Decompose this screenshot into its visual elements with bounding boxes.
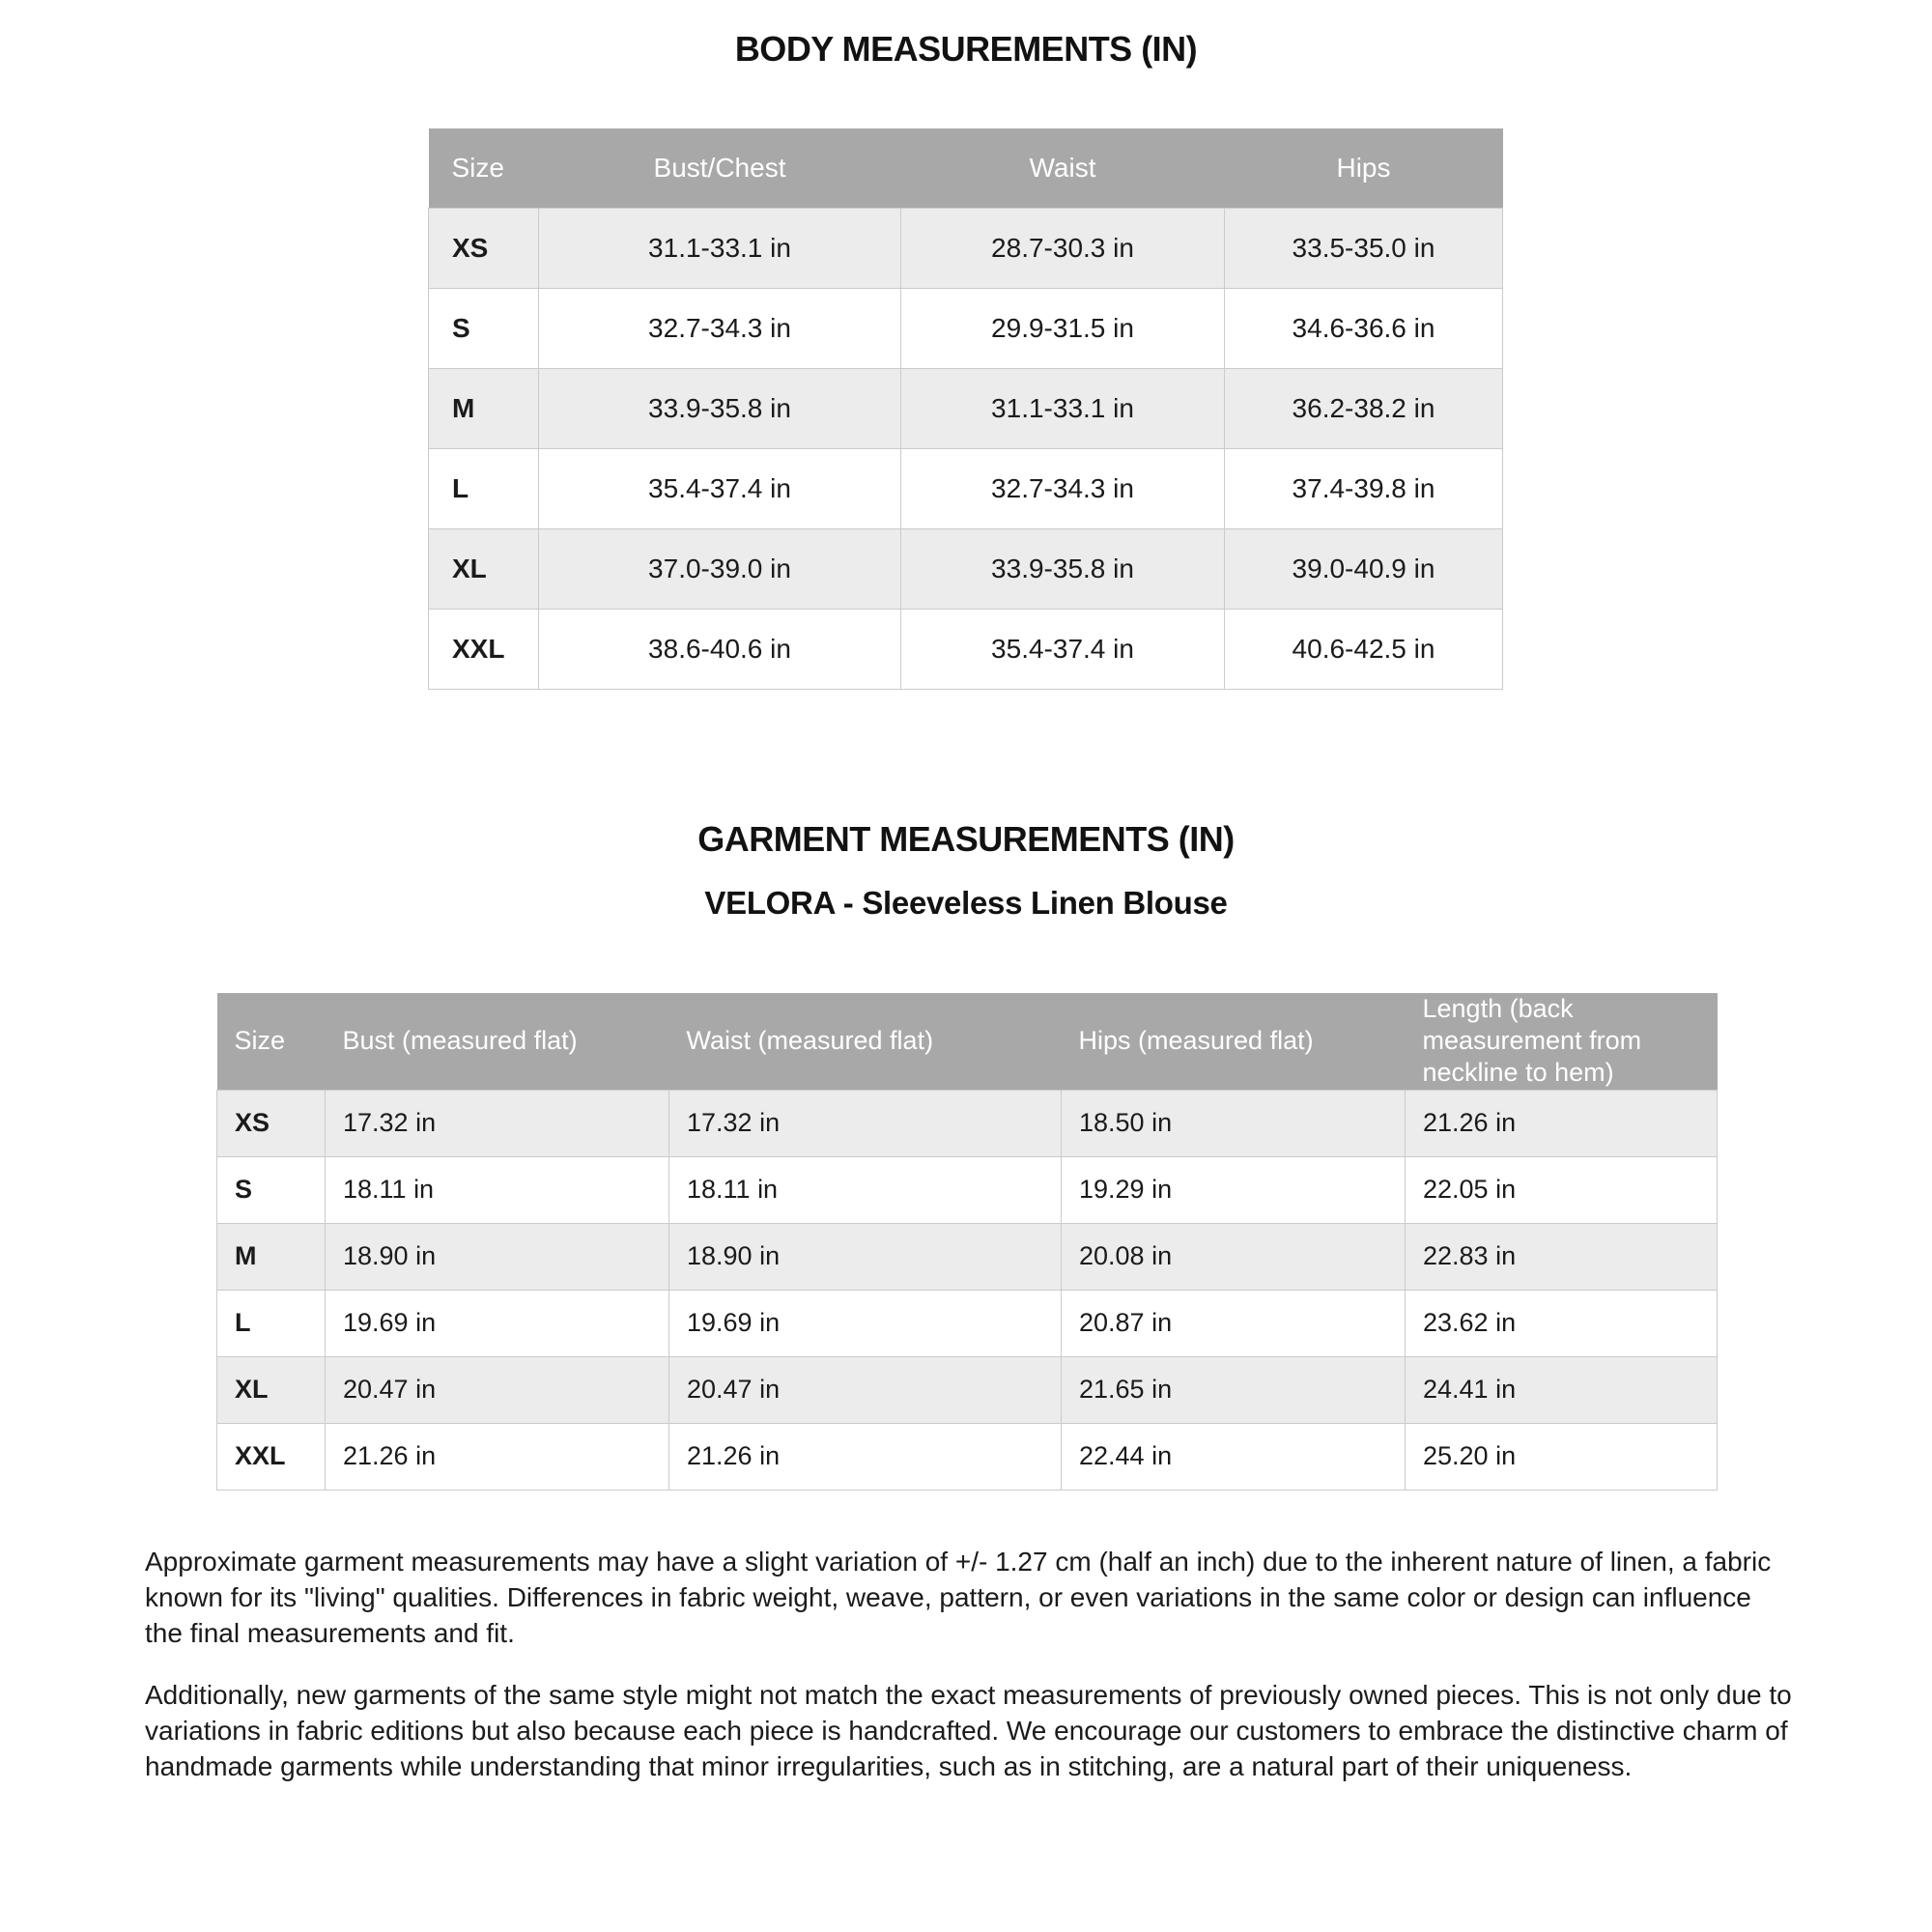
hips-cell: 40.6-42.5 in [1225, 609, 1503, 689]
body-table-header [429, 128, 1503, 208]
waist-cell: 33.9-35.8 in [901, 528, 1225, 609]
hips-cell: 20.87 in [1062, 1290, 1406, 1356]
column-header-bust-flat: Bust (measured flat) [326, 993, 669, 1090]
column-header-length: Length (back measurement from neckline to hem) [1406, 993, 1718, 1090]
table-row-s [217, 1156, 1718, 1223]
hips-cell: 36.2-38.2 in [1225, 368, 1503, 448]
column-header-hips-flat: Hips (measured flat) [1062, 993, 1406, 1090]
column-header-waist: Waist [901, 128, 1225, 208]
garment-product-subtitle: VELORA - Sleeveless Linen Blouse [704, 885, 1228, 921]
garment-table-header [217, 993, 1718, 1090]
column-header-waist-flat: Waist (measured flat) [669, 993, 1062, 1090]
size-cell: XS [429, 208, 539, 288]
size-cell: S [429, 288, 539, 368]
size-cell: M [429, 368, 539, 448]
size-cell: XXL [217, 1423, 326, 1490]
length-cell: 22.83 in [1406, 1223, 1718, 1290]
waist-cell: 21.26 in [669, 1423, 1062, 1490]
waist-cell: 29.9-31.5 in [901, 288, 1225, 368]
size-cell: L [217, 1290, 326, 1356]
bust-cell: 19.69 in [326, 1290, 669, 1356]
waist-cell: 31.1-33.1 in [901, 368, 1225, 448]
header-row [429, 128, 1503, 208]
column-header-size: Size [217, 993, 326, 1090]
hips-cell: 18.50 in [1062, 1090, 1406, 1156]
note-paragraph-2: Additionally, new garments of the same style might not match the exact measurements of previously owned pieces. This is not only due to variations in fabric editions but also because each piece is handcrafted. We encourage our customers to embrace the distinctive charm of handmade garments while understanding that minor irregularities, such as in stitching, are a natural part of their uniqueness. [145, 1680, 1792, 1781]
size-cell: XS [217, 1090, 326, 1156]
waist-cell: 35.4-37.4 in [901, 609, 1225, 689]
table-row-xs [429, 208, 1503, 288]
hips-cell: 33.5-35.0 in [1225, 208, 1503, 288]
garment-measurements-title: GARMENT MEASUREMENTS (IN) [697, 819, 1235, 859]
garment-measurements-table [216, 993, 1718, 1491]
table-row-s [429, 288, 1503, 368]
hips-cell: 20.08 in [1062, 1223, 1406, 1290]
length-cell: 23.62 in [1406, 1290, 1718, 1356]
size-cell: M [217, 1223, 326, 1290]
waist-cell: 17.32 in [669, 1090, 1062, 1156]
table-row-xxl [429, 609, 1503, 689]
length-cell: 24.41 in [1406, 1356, 1718, 1423]
size-cell: L [429, 448, 539, 528]
bust-cell: 37.0-39.0 in [539, 528, 901, 609]
bust-cell: 18.11 in [326, 1156, 669, 1223]
bust-cell: 18.90 in [326, 1223, 669, 1290]
body-measurements-table [428, 128, 1503, 690]
length-cell: 21.26 in [1406, 1090, 1718, 1156]
hips-cell: 22.44 in [1062, 1423, 1406, 1490]
note-paragraph-1: Approximate garment measurements may have a slight variation of +/- 1.27 cm (half an inch) due to the inherent nature of linen, a fabric known for its "living" qualities. Differences in fabric weight, weave, pattern, or even variations in the same color or design can influence the final measurements and fit. [145, 1547, 1772, 1648]
size-cell: XL [217, 1356, 326, 1423]
bust-cell: 31.1-33.1 in [539, 208, 901, 288]
size-cell: XL [429, 528, 539, 609]
hips-cell: 21.65 in [1062, 1356, 1406, 1423]
table-row-xxl [217, 1423, 1718, 1490]
column-header-bust-chest: Bust/Chest [539, 128, 901, 208]
table-row-l [217, 1290, 1718, 1356]
bust-cell: 38.6-40.6 in [539, 609, 901, 689]
table-row-xl [429, 528, 1503, 609]
table-row-xs [217, 1090, 1718, 1156]
waist-cell: 20.47 in [669, 1356, 1062, 1423]
bust-cell: 17.32 in [326, 1090, 669, 1156]
waist-cell: 32.7-34.3 in [901, 448, 1225, 528]
waist-cell: 19.69 in [669, 1290, 1062, 1356]
bust-cell: 35.4-37.4 in [539, 448, 901, 528]
hips-cell: 19.29 in [1062, 1156, 1406, 1223]
waist-cell: 18.11 in [669, 1156, 1062, 1223]
body-measurements-title: BODY MEASUREMENTS (IN) [734, 29, 1198, 69]
size-cell: XXL [429, 609, 539, 689]
size-cell: S [217, 1156, 326, 1223]
hips-cell: 39.0-40.9 in [1225, 528, 1503, 609]
bust-cell: 32.7-34.3 in [539, 288, 901, 368]
measurement-notes [145, 1544, 1793, 1784]
table-row-l [429, 448, 1503, 528]
bust-cell: 33.9-35.8 in [539, 368, 901, 448]
bust-cell: 21.26 in [326, 1423, 669, 1490]
table-row-xl [217, 1356, 1718, 1423]
length-cell: 22.05 in [1406, 1156, 1718, 1223]
table-row-m [429, 368, 1503, 448]
waist-cell: 28.7-30.3 in [901, 208, 1225, 288]
column-header-size: Size [429, 128, 539, 208]
header-row [217, 993, 1718, 1090]
hips-cell: 37.4-39.8 in [1225, 448, 1503, 528]
hips-cell: 34.6-36.6 in [1225, 288, 1503, 368]
column-header-hips: Hips [1225, 128, 1503, 208]
bust-cell: 20.47 in [326, 1356, 669, 1423]
table-row-m [217, 1223, 1718, 1290]
waist-cell: 18.90 in [669, 1223, 1062, 1290]
length-cell: 25.20 in [1406, 1423, 1718, 1490]
